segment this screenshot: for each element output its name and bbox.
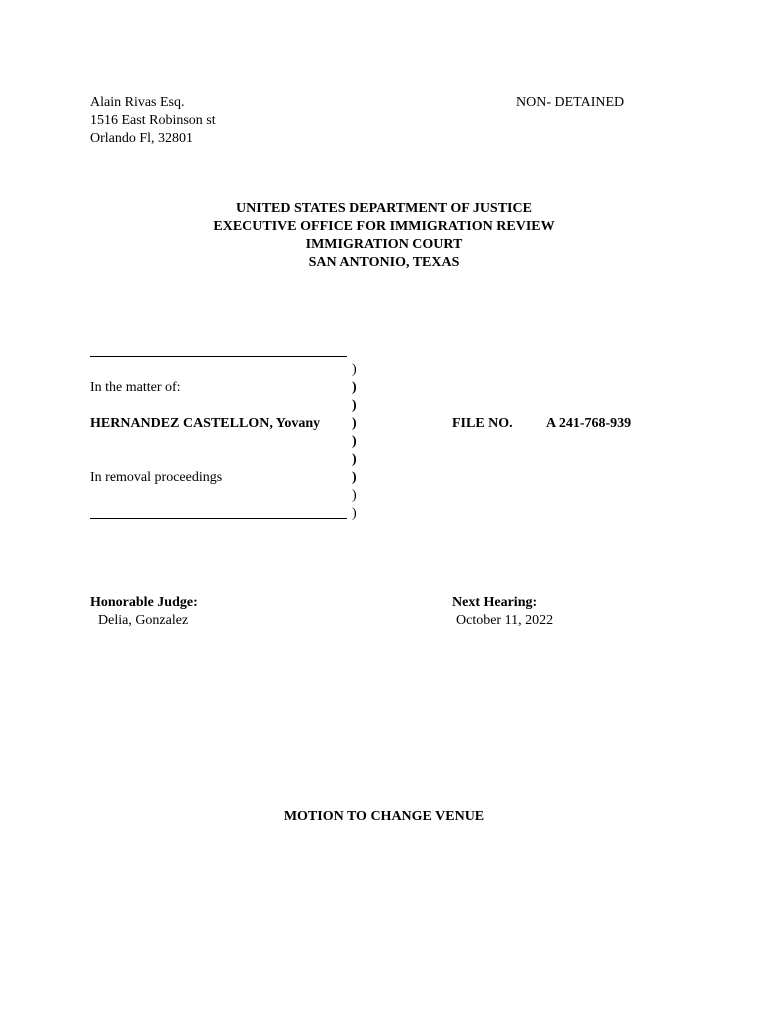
court-heading-line1: UNITED STATES DEPARTMENT OF JUSTICE [236, 201, 532, 216]
court-heading-line2: EXECUTIVE OFFICE FOR IMMIGRATION REVIEW [213, 219, 555, 234]
attorney-city: Orlando Fl, 32801 [90, 131, 194, 146]
in-matter-of-label: In the matter of: [90, 380, 181, 395]
court-heading [0, 200, 768, 272]
judge-name: Delia, Gonzalez [98, 613, 189, 628]
next-hearing-label: Next Hearing: [452, 595, 538, 610]
detention-status: NON- DETAINED [516, 95, 625, 110]
judge-label: Honorable Judge: [90, 595, 198, 610]
motion-title: MOTION TO CHANGE VENUE [283, 809, 485, 824]
removal-proceedings-label: In removal proceedings [90, 470, 223, 485]
court-heading-line4: SAN ANTONIO, TEXAS [308, 255, 460, 270]
court-heading-line3: IMMIGRATION COURT [305, 237, 463, 252]
caption-paren: ) [352, 470, 357, 485]
respondent-name: HERNANDEZ CASTELLON, Yovany [90, 416, 321, 431]
caption-bottom-rule [90, 518, 347, 519]
caption-paren: ) [352, 380, 357, 395]
attorney-street: 1516 East Robinson st [90, 113, 216, 128]
caption-paren: ) [352, 362, 357, 377]
caption-paren: ) [352, 434, 357, 449]
caption-paren: ) [352, 506, 357, 521]
caption-paren: ) [352, 416, 357, 431]
file-number-value: A 241-768-939 [546, 416, 632, 431]
caption-paren: ) [352, 452, 357, 467]
caption-paren: ) [352, 488, 357, 503]
next-hearing-date: October 11, 2022 [456, 613, 554, 628]
file-number-label: FILE NO. [452, 416, 513, 431]
caption-top-rule [90, 356, 347, 357]
attorney-name: Alain Rivas Esq. [90, 95, 185, 110]
caption-paren: ) [352, 398, 357, 413]
